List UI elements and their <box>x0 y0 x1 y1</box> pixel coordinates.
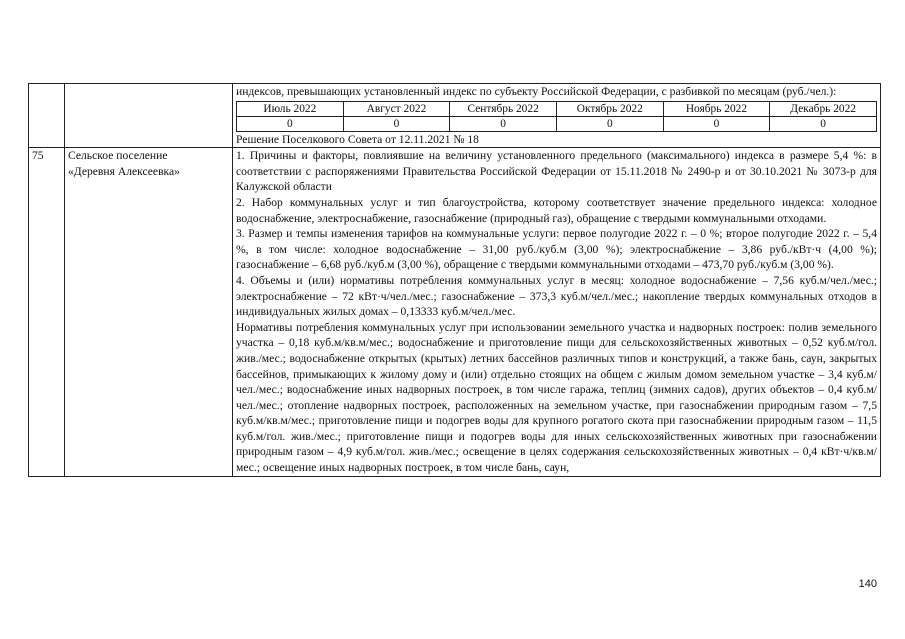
page-number: 140 <box>858 578 877 590</box>
row-number-cell <box>29 84 65 148</box>
data-table <box>28 83 881 477</box>
settlement-name-line: «Деревня Алексеевка» <box>68 164 180 178</box>
consumption-volumes-paragraph: 4. Объемы и (или) нормативы потребления коммунальных услуг в месяц: холодное водоснабжение – 7,56 куб.м/чел./мес.; электроснабжение – 72 кВт·ч/чел./мес.; газоснабжение – 373,3 куб.м/чел./мес.; накопление твердых коммунальных отходов в индивидуальных жилых домах – 0,13333 куб.м/чел./мес. <box>236 273 877 319</box>
settlement-name-cell <box>65 148 233 476</box>
council-decision-text: Решение Поселкового Совета от 12.11.2021 № 18 <box>236 132 479 146</box>
months-table <box>236 101 877 132</box>
tariffs-paragraph: 3. Размер и темпы изменения тарифов на коммунальные услуги: первое полугодие 2022 г. – 0 %; второе полугодие 2022 г. – 5,4 %, в том числе: холодное водоснабжение – 31,00 руб./куб.м (3,00 %); электроснабжение – 3,86 руб./кВт·ч (4,00 %); газоснабжение – 6,68 руб./куб.м (3,00 %), обращение с твердыми коммунальными отходами – 473,70 руб./куб.м (3,00 %). <box>236 227 877 272</box>
months-header-row <box>237 101 877 116</box>
table-row <box>29 84 881 148</box>
month-value: 0 <box>237 116 344 131</box>
month-header: Октябрь 2022 <box>556 101 663 116</box>
reasons-paragraph: 1. Причины и факторы, повлиявшие на величину установленного предельного (максимального) индекса в размере 5,4 %: в соответствии с распоряжениями Правительства Российской Федерации от 15.11.2018 № 2490-р и от 30.10.2021 № 3073-р для Калужской области <box>236 149 877 194</box>
month-header: Сентябрь 2022 <box>450 101 557 116</box>
month-header: Июль 2022 <box>237 101 344 116</box>
settlement-name-line: Сельское поселение <box>68 149 168 163</box>
month-value: 0 <box>450 116 557 131</box>
settlement-name-cell <box>65 84 233 148</box>
services-set-paragraph: 2. Набор коммунальных услуг и тип благоустройства, которому соответствует значение предельного индекса: холодное водоснабжение, электроснабжение, газоснабжение (природный газ), обращение с твердыми коммунальными отходами. <box>236 195 877 225</box>
month-header: Ноябрь 2022 <box>663 101 770 116</box>
month-header: Декабрь 2022 <box>770 101 877 116</box>
table-row <box>29 148 881 476</box>
row-number-cell: 75 <box>29 148 65 476</box>
month-value: 0 <box>770 116 877 131</box>
month-value: 0 <box>343 116 450 131</box>
row-content-cell <box>233 148 881 476</box>
month-value: 0 <box>556 116 663 131</box>
month-value: 0 <box>663 116 770 131</box>
row-content-cell <box>233 84 881 148</box>
index-intro-text: индексов, превышающих установленный индекс по субъекту Российской Федерации, с разбивкой по месяцам (руб./чел.): <box>236 85 837 98</box>
month-header: Август 2022 <box>343 101 450 116</box>
land-plot-norms-paragraph: Нормативы потребления коммунальных услуг при использовании земельного участка и надворных построек: полив земельного участка – 0,18 куб.м/кв.м/мес.; водоснабжение и приготовление пищи для сельскохозяйственных животных – 0,52 куб.м/гол. жив./мес.; водоснабжение открытых (крытых) летних бассейнов различных типов и конструкций, а также бань, саун, закрытых бассейнов, примыкающих к жилому дому и (или) отдельно стоящих на общем с жилым домом земельном участке – 3,4 куб.м/чел./мес.; водоснабжение иных надворных построек, в том числе гаража, теплиц (зимних садов), других объектов – 0,4 куб.м/чел./мес.; отопление надворных построек, расположенных на земельном участке, при газоснабжении природным газом – 7,5 куб.м/кв.м/мес.; приготовление пищи и подогрев воды для крупного рогатого скота при газоснабжении природным газом – 11,5 куб.м/гол. жив./мес.; приготовление пищи и подогрев воды для иных сельскохозяйственных животных при газоснабжении природным газом – 4,9 куб.м/гол. жив./мес.; освещение в целях содержания сельскохозяйственных животных – 0,4 кВт·ч/кв.м/мес.; освещение иных надворных построек, в том числе бань, саун, <box>236 320 877 475</box>
months-values-row <box>237 116 877 131</box>
